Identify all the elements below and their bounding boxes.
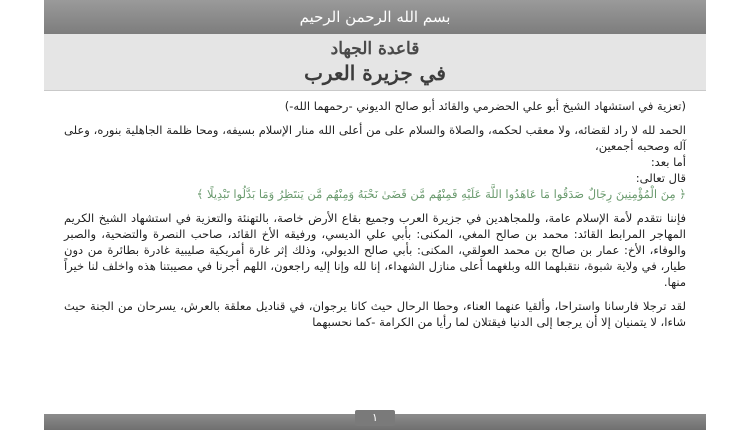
statement-heading: (تعزية في استشهاد الشيخ أبو علي الحضرمي والقائد أبو صالح الديوني -رحمهما الله-): [284, 99, 686, 113]
eulogy-paragraph: لقد ترجلا فارسانا واستراحا، وألقيا عنهما العناء، وحطا الرحال حيث كانا يرجوان، في قناديل معلقة بالعرش، يسرحان من الجنة حيث شاءا، لا يتمنيان إلا أن يرجعا إلى الدنيا فيقتلان لما رأيا من الكرامة -كما نحسبهما: [64, 299, 686, 329]
condolence-paragraph: فإننا نتقدم لأمة الإسلام عامة، وللمجاهدين في جزيرة العرب وجميع بقاع الأرض خاصة، بالتهنئة والتعزية في استشهاد الشيخ الكريم المهاجر المرابط القائد: محمد بن صالح المغي، المكنى: بأبي علي الديسي، ورفيقه الأخ القائد، صاحب النصرة والتضحية، والصبر والوفاء، الأخ: عمار بن صالح بن محمد العولقي، المكنى: بأبي صالح الديولي، وذلك إثر غارة أمريكية صليبية غادرة بطائرة من دون طيار، في ولاية شبوة، نتقبلهما الله وبلغهما أعلى منازل الشهداء، إنا لله وإنا إليه راجعون، اللهم أجرنا في مصيبتنا هذه واخلف لنا خيراً منها.: [64, 211, 686, 289]
bismillah-banner: [44, 0, 706, 34]
qal-label: قال تعالى:: [635, 171, 686, 185]
quran-quote-line: [64, 170, 686, 186]
page-number: ١: [355, 410, 395, 426]
publisher-subtitle: في جزيرة العرب: [304, 61, 446, 85]
quran-verse: ﴿ مِنَ الْمُؤْمِنِينَ رِجَالٌ صَدَقُوا مَا عَاهَدُوا اللَّهَ عَلَيْهِ فَمِنْهُم مَّن قَضَىٰ نَحْبَهُ وَمِنْهُم مَّن يَنتَظِرُ وَمَا بَدَّلُوا تَبْدِيلًا ﴾: [196, 187, 686, 201]
bismillah-text: بسم الله الرحمن الرحيم: [299, 8, 451, 26]
title-block: [44, 34, 706, 91]
amma-bad-line: أما بعد:: [650, 155, 686, 169]
intro-paragraph: الحمد لله لا راد لقضائه، ولا معقب لحكمه، والصلاة والسلام على من أعلى الله منار الإسلام بسيفه، ومحا ظلمة الجاهلية بنوره، وعلى آله وصحبه أجمعين،: [64, 123, 686, 153]
document-body: [64, 98, 686, 398]
publisher-title: قاعدة الجهاد: [330, 39, 420, 59]
